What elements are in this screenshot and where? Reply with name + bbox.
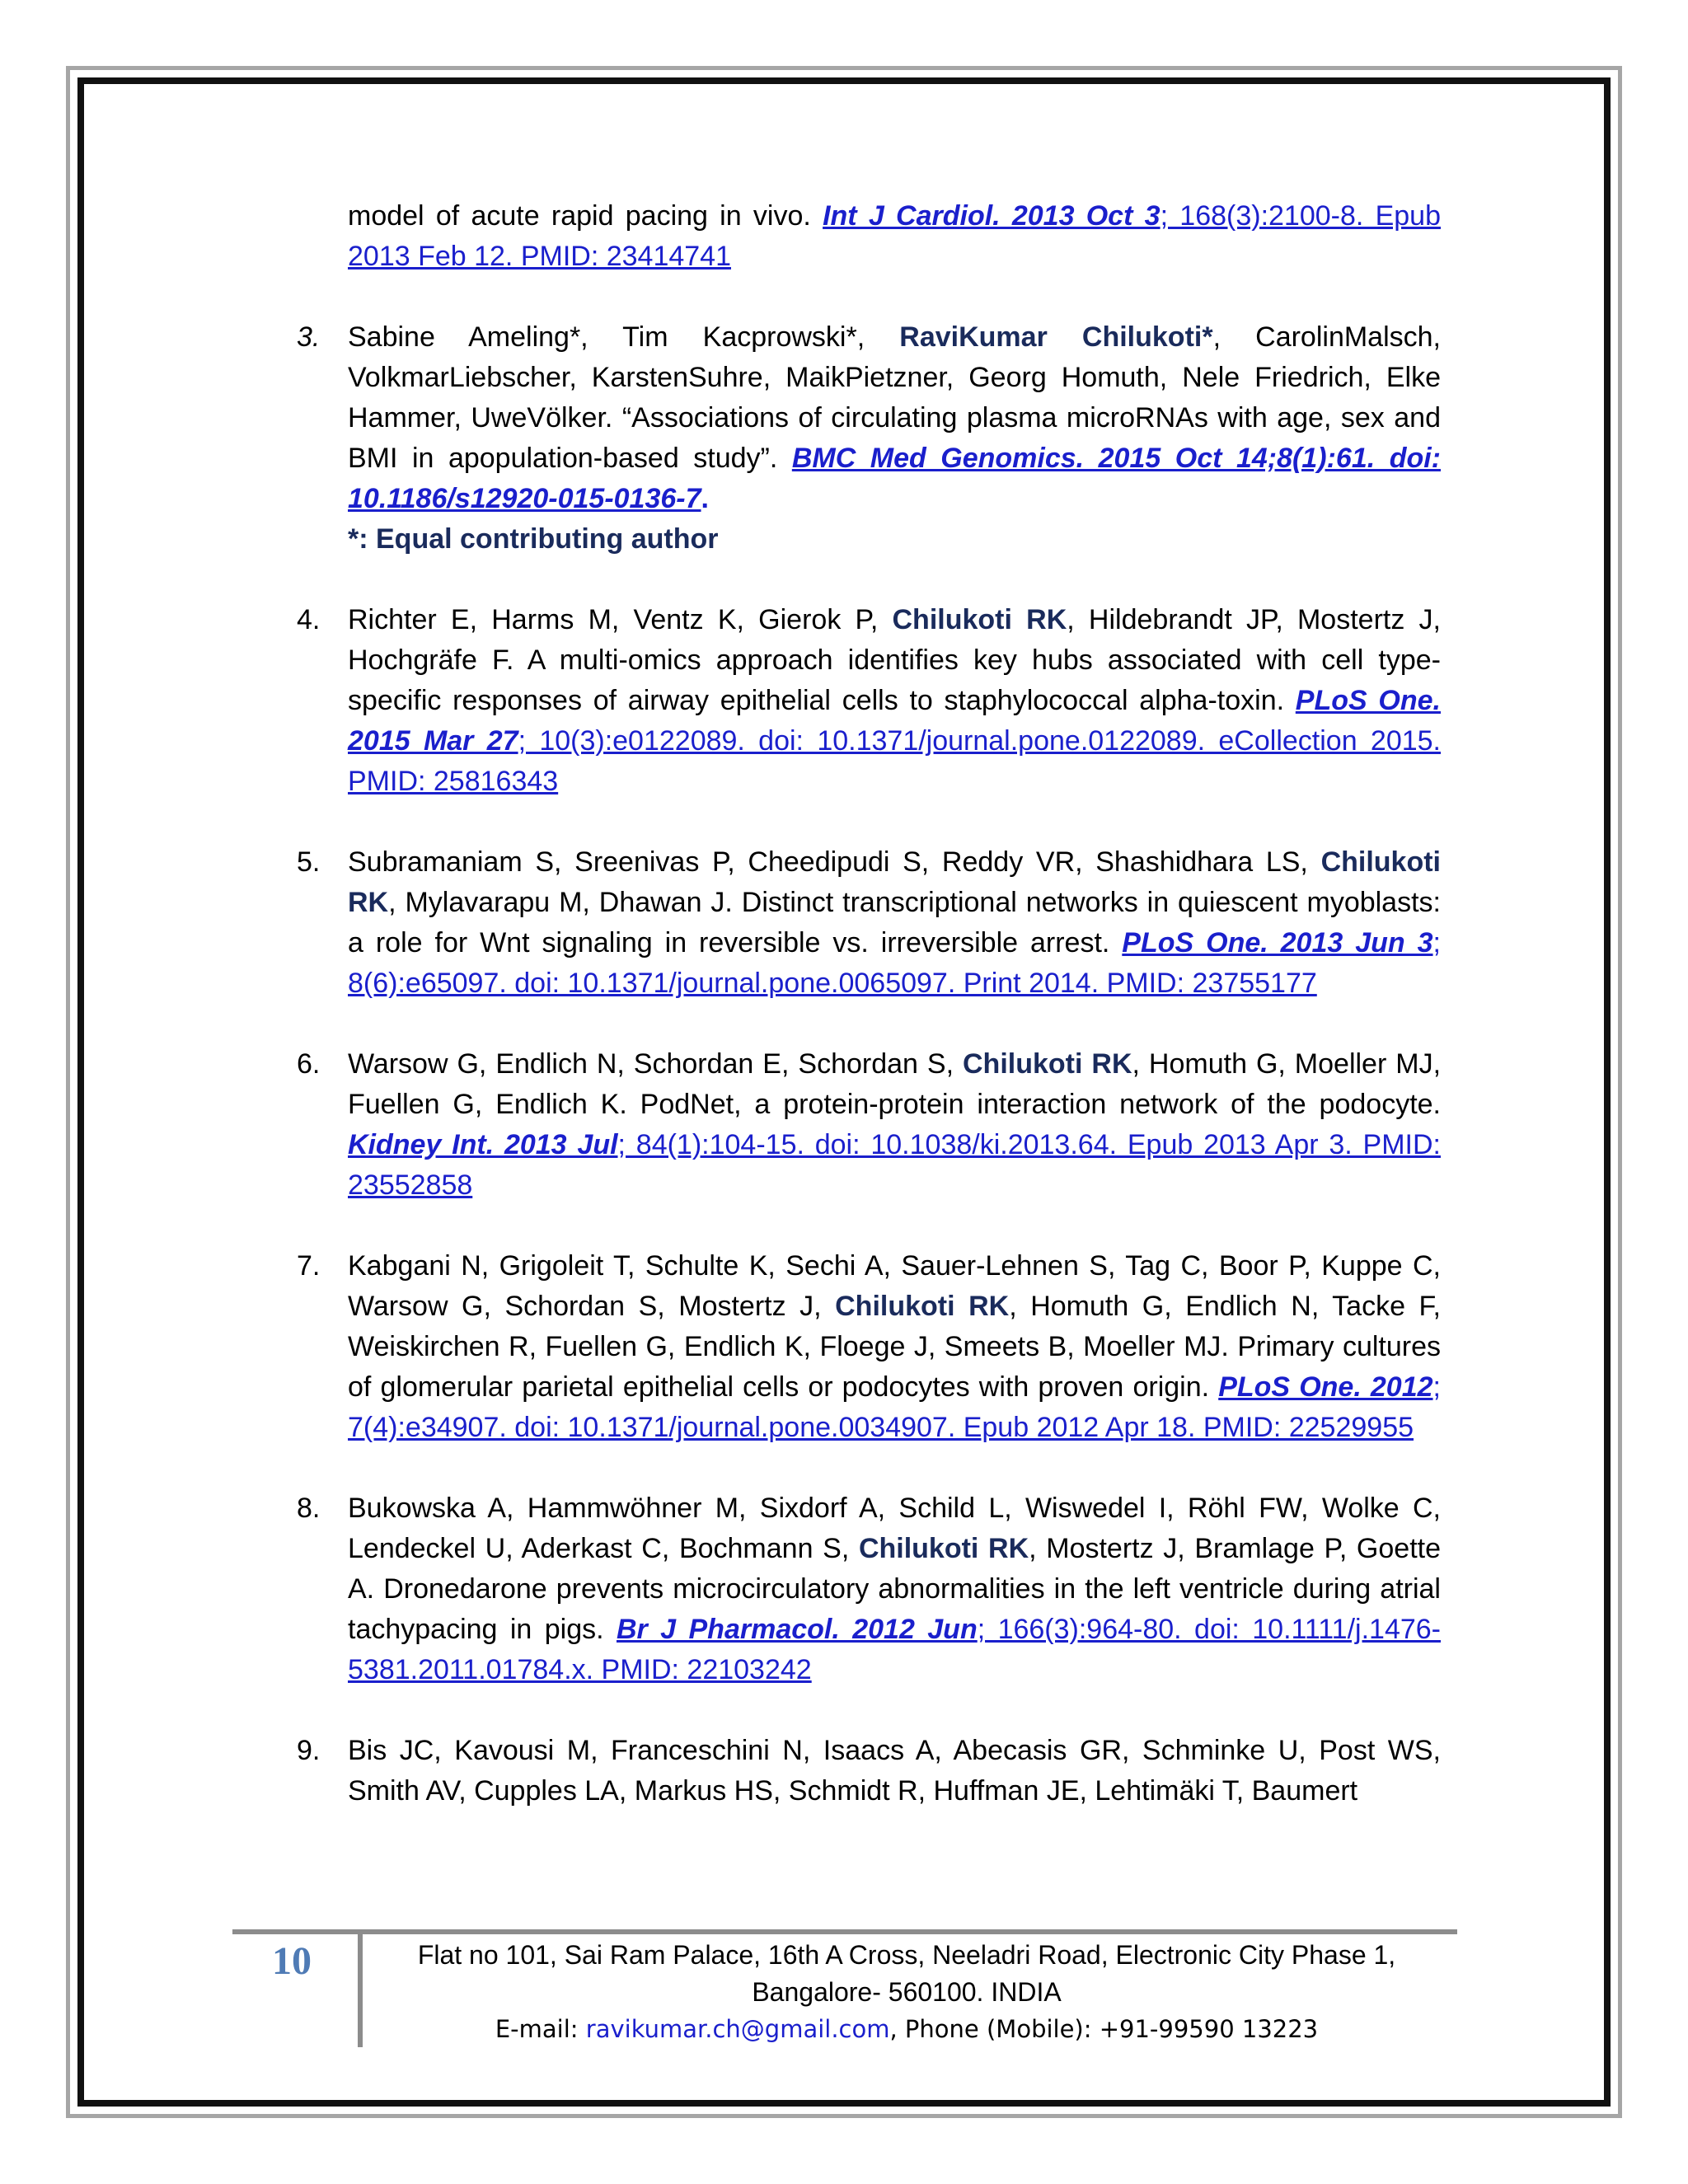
- reference-number: 6.: [297, 1048, 321, 1080]
- publication-list: [297, 196, 1441, 1852]
- citation-link[interactable]: ; 166(3):964-80. doi: 10.1111/j.1476-5381.2011.01784.x. PMID: 22103242: [348, 1614, 1441, 1685]
- reference-item-3: [297, 317, 1441, 560]
- reference-number: 5.: [297, 846, 321, 878]
- reference-item-6: [297, 1044, 1441, 1206]
- author-highlight: Chilukoti RK: [892, 604, 1067, 635]
- journal-link[interactable]: BMC Med Genomics. 2015 Oct 14;8(1):61. doi: 10.1186/s12920-015-0136-7: [348, 443, 1441, 514]
- email-label: E-mail:: [495, 2015, 586, 2043]
- reference-authors: Sabine Ameling*, Tim Kacprowski*,: [348, 321, 900, 353]
- citation-link[interactable]: ; 84(1):104-15. doi: 10.1038/ki.2013.64. Epub 2013 Apr 3. PMID: 23552858: [348, 1129, 1441, 1201]
- reference-number: 3.: [297, 321, 321, 353]
- equal-contribution-note: *: Equal contributing author: [348, 523, 719, 555]
- journal-link[interactable]: Br J Pharmacol. 2012 Jun: [616, 1614, 978, 1645]
- reference-text: , Homuth G, Endlich N, Tacke F, Weiskirchen R, Fuellen G, Endlich K, Floege J, Smeets B, Moeller MJ. Primary cultures of glomerular parietal epithelial cells or podocytes with proven origin.: [348, 1291, 1441, 1403]
- reference-authors: Richter E, Harms M, Ventz K, Gierok P,: [348, 604, 893, 635]
- reference-item-8: [297, 1488, 1441, 1690]
- reference-authors: Kabgani N, Grigoleit T, Schulte K, Sechi A, Sauer-Lehnen S, Tag C, Boor P, Kuppe C, Warsow G, Schordan S, Mostertz J,: [348, 1250, 1441, 1322]
- reference-text: , Mylavarapu M, Dhawan J. Distinct transcriptional networks in quiescent myoblasts: a role for Wnt signaling in reversible vs. irreversible arrest.: [348, 887, 1441, 958]
- reference-number: 8.: [297, 1493, 321, 1524]
- continuation-text: model of acute rapid pacing in vivo.: [348, 200, 823, 232]
- reference-item-9: [297, 1731, 1441, 1811]
- reference-trailing: .: [701, 483, 709, 514]
- reference-number: 4.: [297, 604, 321, 635]
- reference-text: , CarolinMalsch, VolkmarLiebscher, KarstenSuhre, MaikPietzner, Georg Homuth, Nele Friedrich, Elke Hammer, UweVölker. “Associations of circulating plasma microRNAs with age, sex and BMI in apopulation-based study”.: [348, 321, 1441, 474]
- footer-divider: [232, 1929, 1457, 1934]
- page-number: 10: [272, 1939, 312, 1983]
- reference-text: , Mostertz J, Bramlage P, Goette A. Dronedarone prevents microcirculatory abnormalities in the left ventricle during atrial tachypacing in pigs.: [348, 1533, 1442, 1645]
- reference-authors: Warsow G, Endlich N, Schordan E, Schordan S,: [348, 1048, 963, 1080]
- phone-text: , Phone (Mobile): +91-99590 13223: [889, 2015, 1319, 2043]
- footer-contact-line: [387, 2011, 1426, 2048]
- reference-item-5: [297, 842, 1441, 1004]
- author-highlight: RaviKumar Chilukoti*: [899, 321, 1213, 353]
- reference-authors: Bis JC, Kavousi M, Franceschini N, Isaacs A, Abecasis GR, Schminke U, Post WS, Smith AV, Cupples LA, Markus HS, Schmidt R, Huffman JE, Lehtimäki T, Baumert: [348, 1735, 1441, 1807]
- reference-text: , Hildebrandt JP, Mostertz J, Hochgräfe F. A multi-omics approach identifies key hubs associated with cell type-specific responses of airway epithelial cells to staphylococcal alpha-toxin.: [348, 604, 1442, 716]
- journal-link[interactable]: PLoS One. 2012: [1218, 1371, 1433, 1403]
- footer-vertical-divider: [358, 1932, 363, 2047]
- citation-link[interactable]: ; 168(3):2100-8. Epub 2013 Feb 12. PMID: 23414741: [348, 200, 1441, 272]
- citation-link[interactable]: ; 8(6):e65097. doi: 10.1371/journal.pone.0065097. Print 2014. PMID: 23755177: [348, 927, 1441, 999]
- author-highlight: Chilukoti RK: [348, 846, 1441, 918]
- journal-link[interactable]: PLoS One. 2015 Mar 27: [348, 685, 1441, 757]
- reference-continuation: [297, 196, 1441, 277]
- journal-link[interactable]: PLoS One. 2013 Jun 3: [1122, 927, 1433, 958]
- author-highlight: Chilukoti RK: [963, 1048, 1132, 1080]
- email-link[interactable]: ravikumar.ch@gmail.com: [585, 2015, 890, 2043]
- reference-text: , Homuth G, Moeller MJ, Fuellen G, Endlich K. PodNet, a protein-protein interaction network of the podocyte.: [348, 1048, 1442, 1120]
- author-highlight: Chilukoti RK: [835, 1291, 1010, 1322]
- journal-link[interactable]: Int J Cardiol. 2013 Oct 3: [823, 200, 1160, 232]
- author-highlight: Chilukoti RK: [858, 1533, 1029, 1564]
- journal-link[interactable]: Kidney Int. 2013 Jul: [348, 1129, 618, 1160]
- reference-item-4: [297, 600, 1441, 802]
- reference-item-7: [297, 1246, 1441, 1448]
- footer-address-line2: Bangalore- 560100. INDIA: [752, 1977, 1062, 2007]
- reference-authors: Subramaniam S, Sreenivas P, Cheedipudi S, Reddy VR, Shashidhara LS,: [348, 846, 1321, 878]
- footer-address-line1: Flat no 101, Sai Ram Palace, 16th A Cross, Neeladri Road, Electronic City Phase 1,: [417, 1940, 1396, 1970]
- reference-number: 9.: [297, 1735, 321, 1766]
- citation-link[interactable]: ; 10(3):e0122089. doi: 10.1371/journal.pone.0122089. eCollection 2015. PMID: 25816343: [348, 725, 1442, 797]
- reference-number: 7.: [297, 1250, 321, 1282]
- footer-contact: [387, 1937, 1426, 2048]
- reference-authors: Bukowska A, Hammwöhner M, Sixdorf A, Schild L, Wiswedel I, Röhl FW, Wolke C, Lendeckel U, Aderkast C, Bochmann S,: [348, 1493, 1441, 1564]
- citation-link[interactable]: ; 7(4):e34907. doi: 10.1371/journal.pone.0034907. Epub 2012 Apr 18. PMID: 22529955: [348, 1371, 1441, 1443]
